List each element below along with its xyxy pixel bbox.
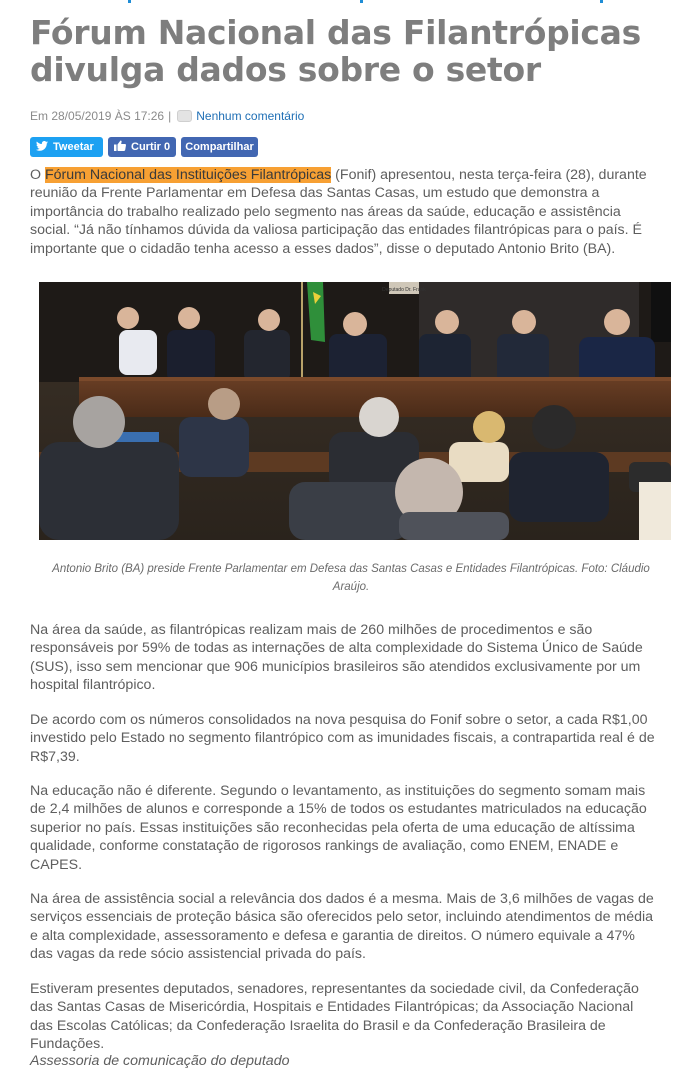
like-button[interactable] xyxy=(108,137,176,157)
body-paragraph-1: Na área da saúde, as filantrópicas realizam mais de 260 milhões de procedimentos e são responsáveis por 59% de todas as internações de alta complexidade do Sistema Único de Saúde (SUS), isso sem mencionar que 906 municípios brasileiros são atendidos exclusivamente por um hospital filantrópico. xyxy=(30,622,643,694)
comment-bubble-icon xyxy=(177,110,192,122)
article-meta xyxy=(30,108,304,124)
body-paragraph-4: Na área de assistência social a relevância dos dados é a mesma. Mais de 3,6 milhões de vagas de serviços essenciais de proteção básica são oferecidos pelo setor, incluindo atendimentos de média e alta complexidade, assessoramento e defesa e garantia de direitos. O número equivale a 47% das vagas da rede sócio assistencial privada do país. xyxy=(30,891,654,963)
photo-caption: Antonio Brito (BA) preside Frente Parlamentar em Defesa das Santas Casas e Entidades Filantrópicas. Foto: Cláudio Araújo. xyxy=(52,563,650,593)
body-paragraph-3: Na educação não é diferente. Segundo o levantamento, as instituições do segmento somam mais de 2,4 milhões de alunos e corresponde a 15% de todos os estudantes matriculados na educação superior no país. Essas instituições são reconhecidas pela oferta de uma educação de altíssima qualidade, conforme constatação de rigorosos rankings de avaliação, como ENEM, ENADE e CAPES. xyxy=(30,783,647,873)
article-title: Fórum Nacional das Filantrópicas divulga dados sobre o setor xyxy=(30,13,641,89)
highlighted-organization: Fórum Nacional das Instituições Filantrópicas xyxy=(44,167,332,183)
body-paragraph-5: Estiveram presentes deputados, senadores, representantes da sociedade civil, da Confederação das Santas Casas de Misericórdia, Hospitais e Entidades Filantrópicas; da Associação Nacional das Escolas Católicas; da Confederação Israelita do Brasil e da Confederação Brasileira de Fundações. xyxy=(30,981,639,1053)
tweet-button[interactable] xyxy=(30,137,103,157)
meta-separator: | xyxy=(168,109,172,123)
thumbs-up-icon xyxy=(114,140,126,154)
share-bar xyxy=(30,137,258,157)
body-paragraph-2: De acordo com os números consolidados na nova pesquisa do Fonif sobre o setor, a cada R$1,00 investido pelo Estado no segmento filantrópico com as imunidades fiscais, a contrapartida real é de R$7,39. xyxy=(30,712,655,765)
top-edge-fragments xyxy=(0,0,688,4)
share-label: Compartilhar xyxy=(185,141,254,153)
intro-paragraph xyxy=(30,166,660,258)
publish-date: Em 28/05/2019 ÀS 17:26 xyxy=(30,109,165,123)
intro-prefix: O xyxy=(30,167,45,183)
like-label: Curtir xyxy=(131,141,161,153)
nameplate-sign: Deputado Dr. Frank xyxy=(382,287,426,293)
share-button[interactable] xyxy=(181,137,258,157)
article-photo xyxy=(39,282,671,540)
article-signature: Assessoria de comunicação do deputado xyxy=(30,1053,290,1069)
comments-link[interactable]: Nenhum comentário xyxy=(196,109,305,123)
intro-body: (Fonif) apresentou, nesta terça-feira (28), durante reunião da Frente Parlamentar em Defesa das Santas Casas, um estudo que demonstra a importância do trabalho realizado pelo segmento nas áreas da saúde, educação e assistência social. “Já não tínhamos dúvida da valiosa participação das entidades filantrópicas para o país. É importante que o cidadão tenha acesso a esses dados”, disse o deputado Antonio Brito (BA). xyxy=(30,167,647,257)
tweet-label: Tweetar xyxy=(53,141,94,153)
like-count: 0 xyxy=(164,141,171,153)
twitter-bird-icon xyxy=(36,140,48,154)
